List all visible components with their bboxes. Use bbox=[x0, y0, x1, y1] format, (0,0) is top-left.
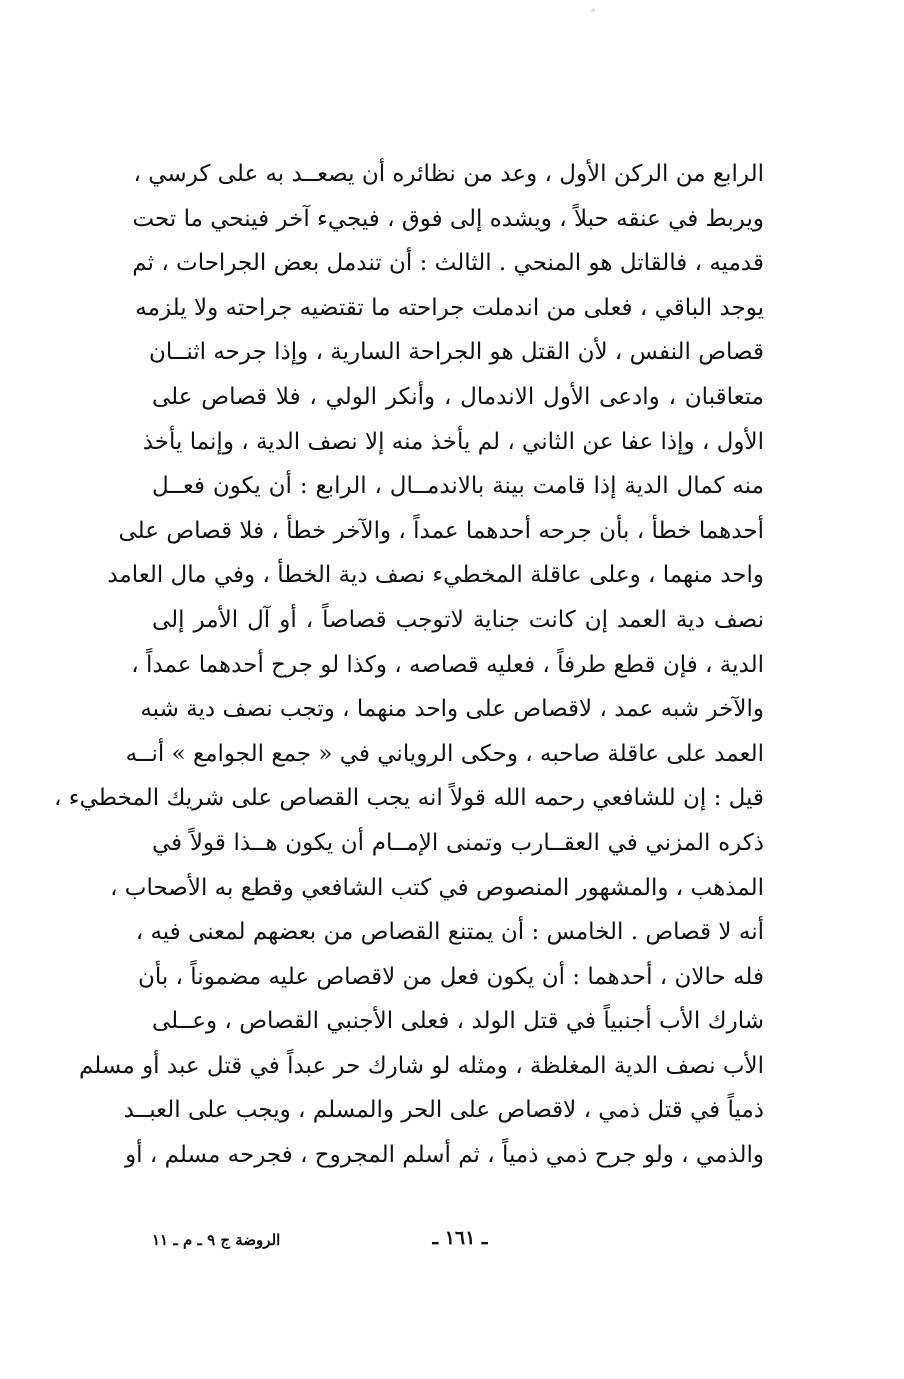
text-line: الأول ، وإذا عفا عن الثاني ، لم يأخذ منه إلا نصف الدية ، وإنما يأخذ bbox=[142, 428, 764, 455]
text-line: واحد منهما ، وعلى عاقلة المخطيء نصف دية الخطأ ، وفي مال العامد bbox=[107, 562, 764, 589]
volume-reference: الروضة ج ٩ ـ م ـ ١١ bbox=[152, 1231, 281, 1249]
page-footer bbox=[152, 1218, 764, 1258]
text-line: فله حالان ، أحدهما : أن يكون فعل من لاقصاص عليه مضموناً ، بأن bbox=[137, 963, 764, 990]
text-line: يوجد الباقي ، فعلى من اندملت جراحته ما تقتضيه جراحته ولا يلزمه bbox=[135, 294, 764, 321]
text-line: العمد على عاقلة صاحبه ، وحكى الروياني في « جمع الجوامع » أنــه bbox=[125, 740, 764, 767]
text-line: منه كمال الدية إذا قامت بينة بالاندمــال ، الرابع : أن يكون فعــل bbox=[152, 473, 764, 500]
text-line: قدميه ، فالقاتل هو المنحي . الثالث : أن تندمل بعض الجراحات ، ثم bbox=[132, 250, 764, 277]
text-line: ذكره المزني في العقــارب وتمنى الإمــام أن يكون هــذا قولاً في bbox=[152, 829, 764, 856]
text-line: قيل : إن للشافعي رحمه الله قولاً انه يجب القصاص على شريك المخطيء ، bbox=[54, 785, 764, 812]
text-line: المذهب ، والمشهور المنصوص في كتب الشافعي وقطع به الأصحاب ، bbox=[110, 874, 764, 901]
text-line: الأب نصف الدية المغلظة ، ومثله لو شارك حر عبداً في قتل عبد أو مسلم bbox=[79, 1052, 764, 1079]
text-line: شارك الأب أجنبياً في قتل الولد ، فعلى الأجنبي القصاص ، وعــلى bbox=[152, 1008, 764, 1035]
text-line: ذمياً في قتل ذمي ، لاقصاص على الحر والمسلم ، ويجب على العبــد bbox=[123, 1097, 764, 1124]
page-number: ـ ١٦١ ـ bbox=[432, 1227, 488, 1249]
text-line: الرابع من الركن الأول ، وعد من نظائره أن يصعــد به على كرسي ، bbox=[133, 161, 764, 187]
text-line: قصاص النفس ، لأن القتل هو الجراحة السارية ، وإذا جرحه اثنــان bbox=[148, 339, 764, 366]
body-text bbox=[54, 152, 764, 1178]
text-line: الدية ، فإن قطع طرفاً ، فعليه قصاصه ، وكذا لو جرح أحدهما عمداً ، bbox=[131, 651, 764, 678]
text-line: أنه لا قصاص . الخامس : أن يمتنع القصاص من بعضهم لمعنى فيه ، bbox=[135, 919, 764, 946]
text-line: والذمي ، ولو جرح ذمي ذمياً ، ثم أسلم المجروح ، فجرحه مسلم ، أو bbox=[125, 1142, 764, 1169]
text-line: ويربط في عنقه حبلاً ، ويشده إلى فوق ، فيجيء آخر فينحي ما تحت bbox=[132, 205, 764, 232]
text-line: أحدهما خطأ ، بأن جرحه أحدهما عمداً ، والآخر خطأ ، فلا قصاص على bbox=[118, 517, 764, 544]
text-line: والآخر شبه عمد ، لاقصاص على واحد منهما ، وتجب نصف دية شبه bbox=[140, 696, 764, 723]
text-line: متعاقبان ، وادعى الأول الاندمال ، وأنكر الولي ، فلا قصاص على bbox=[152, 383, 764, 410]
text-line: نصف دية العمد إن كانت جناية لاتوجب قصاصاً ، أو آل الأمر إلى bbox=[152, 606, 764, 633]
